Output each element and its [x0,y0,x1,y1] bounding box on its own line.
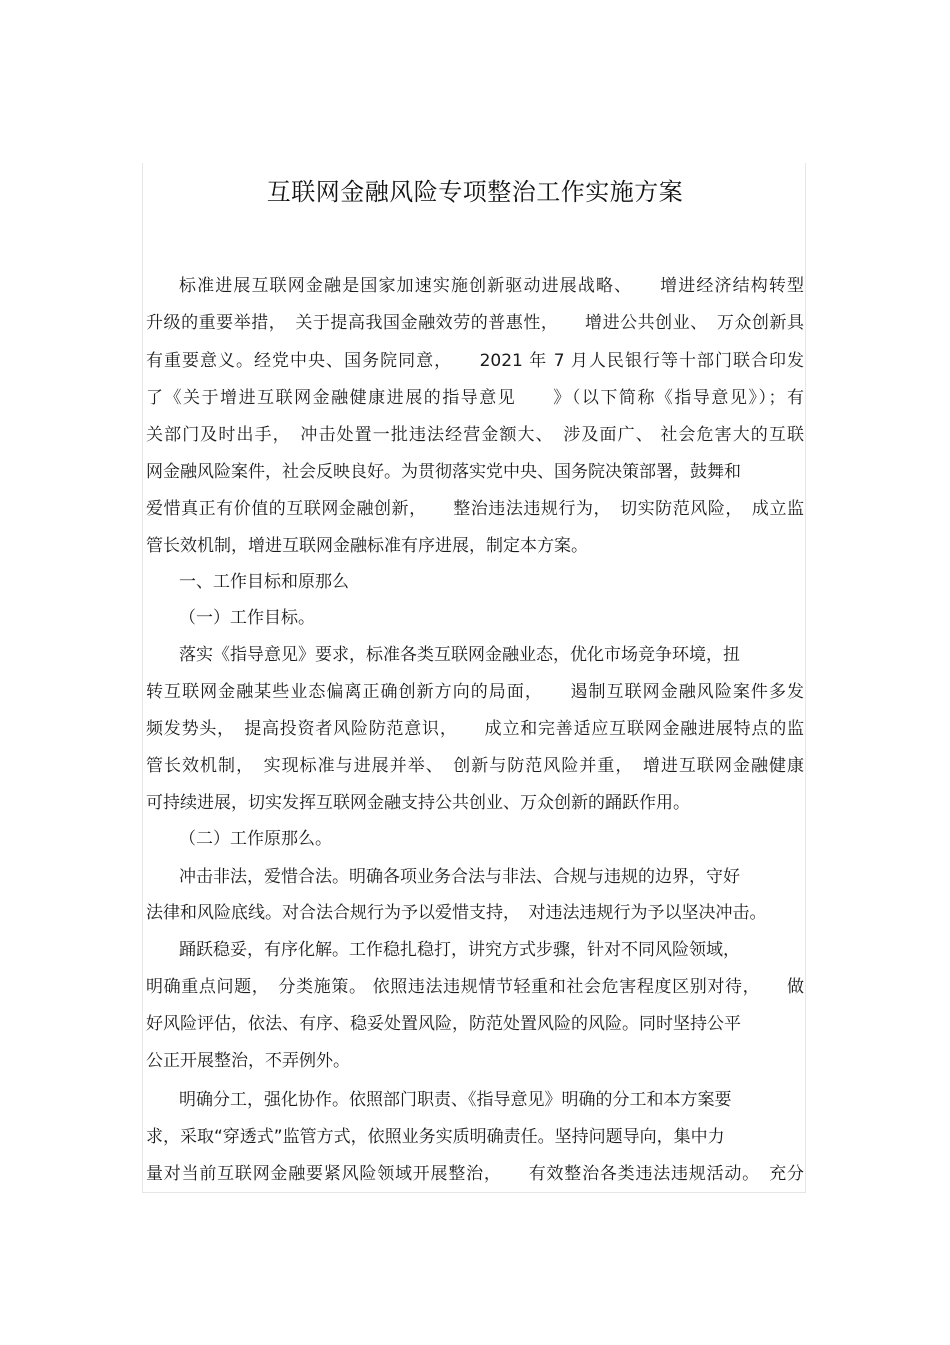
paragraph-line: 爱惜真正有价值的互联网金融创新， 整治违法违规行为， 切实防范风险， 成立监 [146,499,804,519]
paragraph-line: 明确重点问题， 分类施策。 依照违法违规情节轻重和社会危害程度区别对待， 做 [146,977,804,997]
paragraph-line: 求，采取“穿透式”监管方式，依照业务实质明确责任。坚持问题导向，集中力 [146,1127,725,1147]
paragraph-line: 管长效机制， 实现标准与进展并举、 创新与防范风险并重， 增进互联网金融健康 [146,756,804,776]
paragraph-line: （一）工作目标。 [179,608,315,628]
paragraph-line: 频发势头， 提高投资者风险防范意识， 成立和完善适应互联网金融进展特点的监 [146,719,804,739]
paragraph-line: （二）工作原那么。 [179,829,332,849]
document-page [142,163,806,1193]
paragraph-line: 转互联网金融某些业态偏离正确创新方向的局面， 遏制互联网金融风险案件多发 [146,682,804,702]
paragraph-line: 公正开展整治，不弄例外。 [146,1051,350,1071]
paragraph-line: 一、工作目标和原那么 [179,572,349,592]
paragraph-line: 关部门及时出手， 冲击处置一批违法经营金额大、 涉及面广、 社会危害大的互联 [146,425,804,445]
paragraph-line: 可持续进展，切实发挥互联网金融支持公共创业、万众创新的踊跃作用。 [146,793,690,813]
paragraph-line: 升级的重要举措， 关于提高我国金融效劳的普惠性， 增进公共创业、 万众创新具 [146,313,804,333]
paragraph-line: 明确分工，强化协作。依照部门职责、《指导意见》明确的分工和本方案要 [179,1090,732,1110]
paragraph-line: 量对当前互联网金融要紧风险领域开展整治， 有效整治各类违法违规活动。 充分 [146,1164,804,1184]
paragraph-line: 标准进展互联网金融是国家加速实施创新驱动进展战略、 增进经济结构转型 [179,276,804,296]
paragraph-line: 冲击非法，爱惜合法。明确各项业务合法与非法、合规与违规的边界，守好 [179,867,740,887]
paragraph-line: 法律和风险底线。对合法合规行为予以爱惜支持， 对违法违规行为予以坚决冲击。 [146,903,767,923]
paragraph-line: 网金融风险案件，社会反映良好。为贯彻落实党中央、国务院决策部署，鼓舞和 [146,462,741,482]
paragraph-line: 管长效机制，增进互联网金融标准有序进展，制定本方案。 [146,536,588,556]
paragraph-line: 有重要意义。经党中央、国务院同意， 2021 年 7 月人民银行等十部门联合印发 [146,351,804,371]
paragraph-line: 踊跃稳妥，有序化解。工作稳扎稳打，讲究方式步骤，针对不同风险领域， [179,940,740,960]
paragraph-line: 了《关于增进互联网金融健康进展的指导意见 》（以下简称《指导意见》）；有 [146,388,804,408]
document-title: 互联网金融风险专项整治工作实施方案 [266,178,684,206]
paragraph-line: 落实《指导意见》要求，标准各类互联网金融业态，优化市场竞争环境，扭 [179,645,740,665]
paragraph-line: 好风险评估，依法、有序、稳妥处置风险，防范处置风险的风险。同时坚持公平 [146,1014,741,1034]
